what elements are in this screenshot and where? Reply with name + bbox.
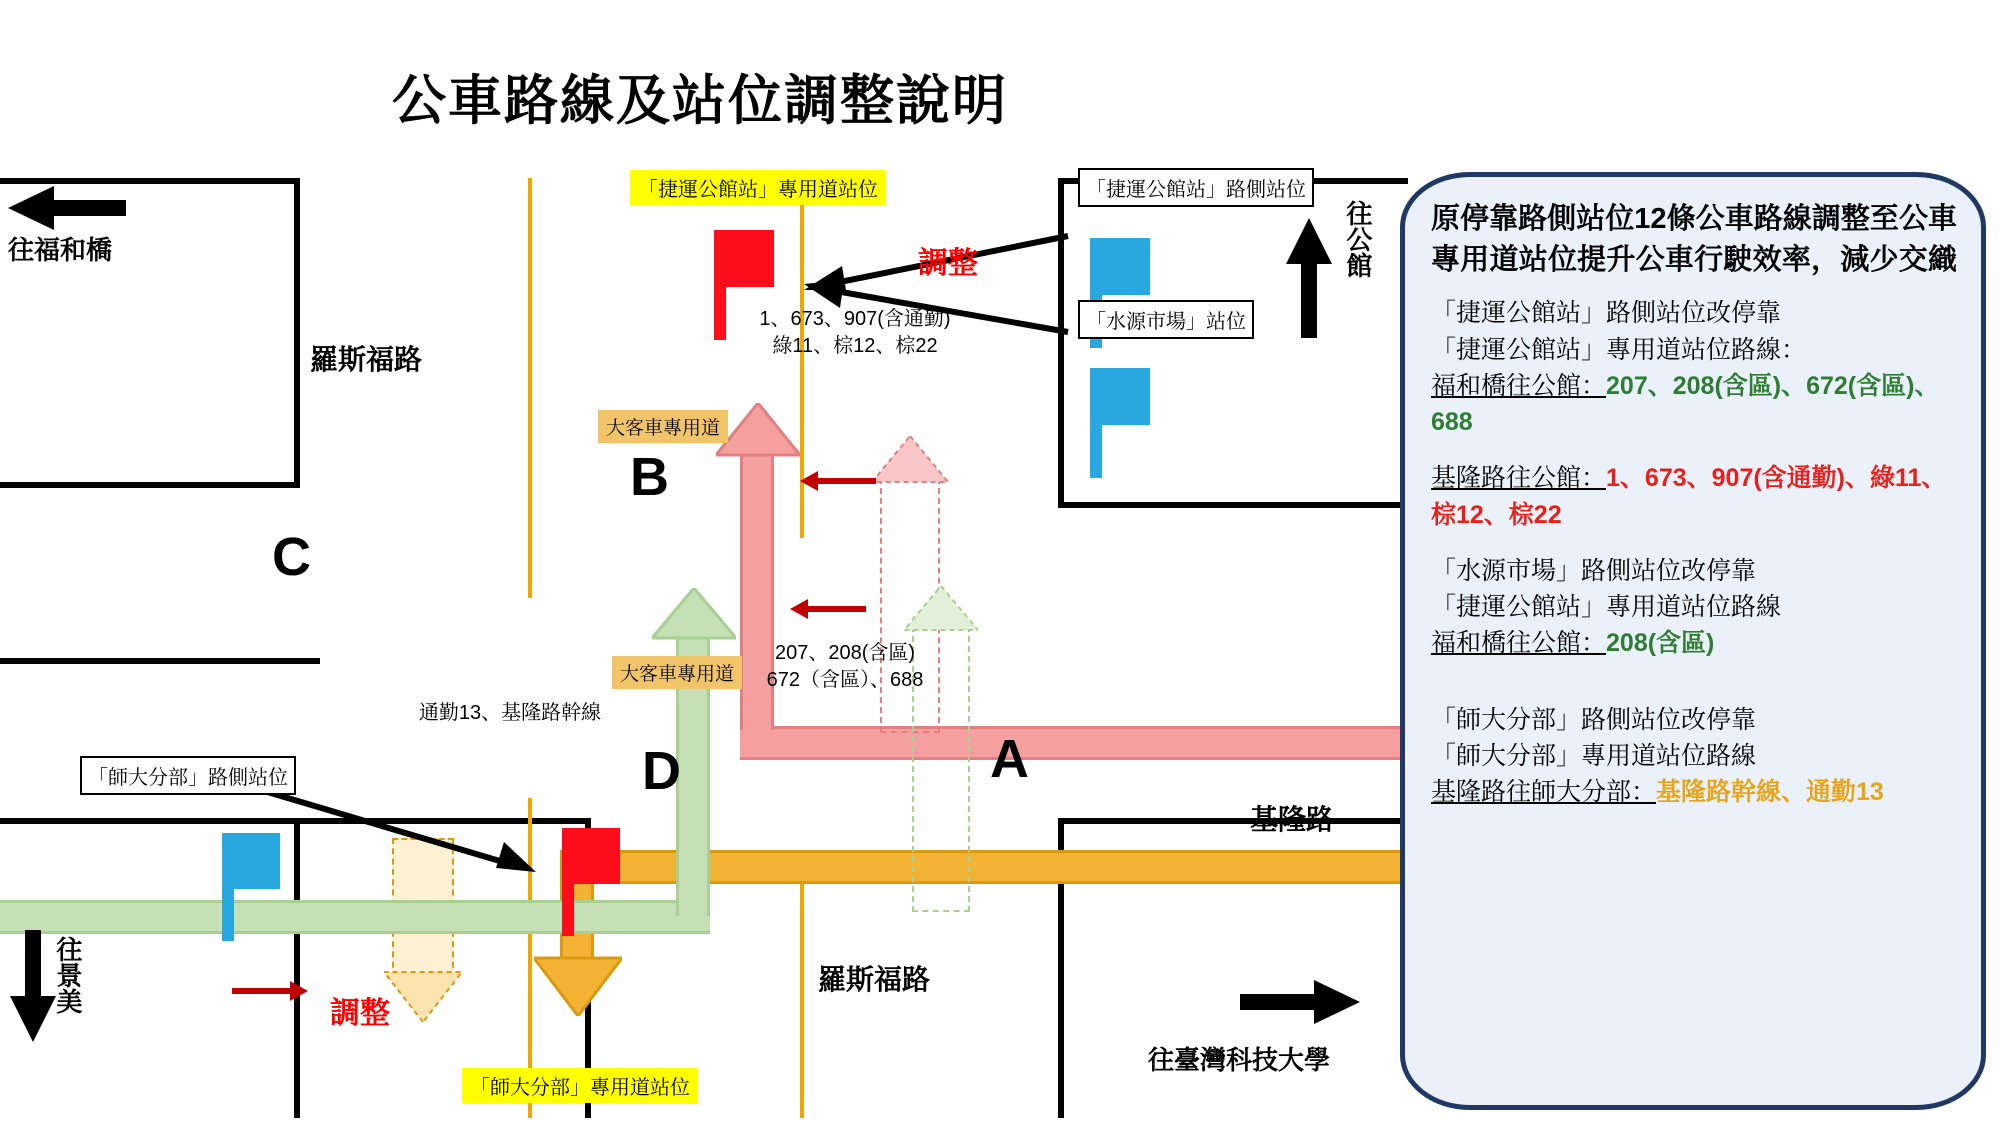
spacer-2	[1431, 537, 1957, 553]
callout-s4-line2: 「師大分部」專用道站位路線	[1431, 741, 1757, 770]
label-bus-lane-upper: 大客車專用道	[598, 410, 728, 443]
routes-pink-line1: 1、673、907(含通勤)	[759, 308, 951, 330]
callout-s2-routes: 1、673、907(含通勤)、綠11、棕12、棕22	[1431, 464, 1947, 529]
yellow-ghost-arrow	[384, 970, 462, 1022]
flag-shida-dedicated	[562, 828, 620, 936]
map-diagram	[0, 178, 1400, 1118]
page-title: 公車路線及站位調整說明	[392, 71, 1008, 131]
arrow-ntust	[1240, 978, 1360, 1026]
road-edge-left-vert	[294, 178, 300, 488]
road-name-keelung: 基隆路	[1250, 804, 1335, 835]
flag-shida-roadside-marker	[222, 833, 280, 941]
callout-s3-routes: 208(含區)	[1606, 629, 1715, 658]
letter-d: D	[642, 741, 681, 801]
callout-s3-line1: 「水源市場」路側站位改停靠	[1431, 556, 1757, 585]
red-arrow-middle	[790, 596, 866, 622]
green-ghost-arrow	[904, 586, 978, 634]
flag-pole	[562, 828, 574, 936]
letter-c: C	[272, 527, 311, 587]
adjust-label-upper: 調整	[918, 247, 978, 280]
flag-shuiyuan-roadside	[1090, 368, 1150, 478]
routes-pink	[740, 306, 970, 360]
callout-s1-line1: 「捷運公館站」路側站位改停靠	[1431, 299, 1782, 328]
centre-line-upper	[528, 178, 532, 598]
flag-pole	[714, 230, 726, 340]
callout-s3-line2: 「捷運公館站」專用道站位路線	[1431, 593, 1782, 622]
callout-s1-routes: 207、208(含區)、672(含區)、688	[1431, 371, 1940, 437]
arrow-jingmei	[8, 930, 58, 1042]
routes-pink-line2: 綠11、棕12、棕22	[772, 335, 938, 357]
routes-yellow	[745, 640, 945, 694]
red-arrow-upper	[800, 468, 876, 494]
arrow-gongguan	[1284, 218, 1334, 338]
direction-ntust: 往臺灣科技大學	[1148, 1045, 1331, 1075]
routes-yellow-line2: 672（含區）、688	[766, 669, 924, 691]
flag-pole	[222, 833, 234, 941]
direction-gongguan: 往公館	[1342, 200, 1373, 278]
road-edge-c-top	[0, 658, 320, 664]
road-edge-right-bottom	[1058, 502, 1408, 508]
pink-ghost-arrow	[872, 436, 948, 486]
callout-s1-line2: 「捷運公館站」專用道站位路線：	[1431, 335, 1807, 364]
green-arrow-head	[652, 588, 736, 644]
red-arrow-lower	[232, 978, 308, 1004]
spacer-3	[1431, 666, 1957, 702]
callout-s2-label: 基隆路往公館：	[1431, 464, 1607, 493]
yellow-arrow-head	[534, 950, 622, 1016]
road-name-luosifu-lower: 羅斯福路	[818, 964, 931, 995]
callout-s1-label: 福和橋往公館：	[1431, 371, 1607, 400]
corridor-pink-horizontal	[740, 726, 1408, 760]
letter-b: B	[630, 447, 669, 507]
road-edge-left-bottom	[0, 482, 300, 488]
flag-pole	[1090, 368, 1102, 478]
pink-arrow-head	[716, 403, 800, 463]
arrow-fuhe-bridge	[8, 184, 128, 232]
letter-a: A	[990, 729, 1029, 789]
callout-section-mrt-roadside	[1431, 295, 1957, 440]
direction-jingmei: 往景美	[52, 936, 83, 1014]
callout-section-shuiyuan	[1431, 553, 1957, 662]
direction-fuhe-bridge: 往福和橋	[8, 235, 113, 265]
road-edge-bottom-right-top	[1058, 818, 1408, 824]
callout-s4-label: 基隆路往師大分部：	[1431, 778, 1657, 807]
label-mrt-dedicated-stop: 「捷運公館站」專用道站位	[630, 170, 886, 205]
callout-s4-routes: 基隆路幹線、通勤13	[1656, 778, 1884, 807]
road-name-luosifu-upper: 羅斯福路	[310, 344, 423, 375]
routes-yellow-line1: 207、208(含區)	[774, 642, 916, 664]
routes-green: 通勤13、基隆路幹線	[418, 702, 602, 724]
callout-s4-line1: 「師大分部」路側站位改停靠	[1431, 705, 1757, 734]
spacer-1	[1431, 444, 1957, 460]
adjust-label-lower: 調整	[330, 997, 390, 1030]
label-shida-roadside-stop: 「師大分部」路側站位	[80, 756, 296, 795]
label-mrt-roadside-stop: 「捷運公館站」路側站位	[1078, 168, 1314, 207]
label-shida-dedicated-stop: 「師大分部」專用道站位	[462, 1068, 698, 1103]
centre-line-lower-right	[800, 878, 804, 1118]
callout-headline: 原停靠路側站位12條公車路線調整至公車專用道站位提升公車行駛效率，減少交織	[1431, 203, 1957, 277]
callout-section-keelung-gongguan	[1431, 460, 1957, 533]
callout-panel	[1400, 172, 1986, 1110]
callout-section-shida	[1431, 702, 1957, 811]
callout-s3-label: 福和橋往公館：	[1431, 629, 1607, 658]
label-bus-lane-lower: 大客車專用道	[612, 656, 742, 689]
label-shuiyuan-roadside-stop: 「水源市場」站位	[1078, 300, 1254, 339]
